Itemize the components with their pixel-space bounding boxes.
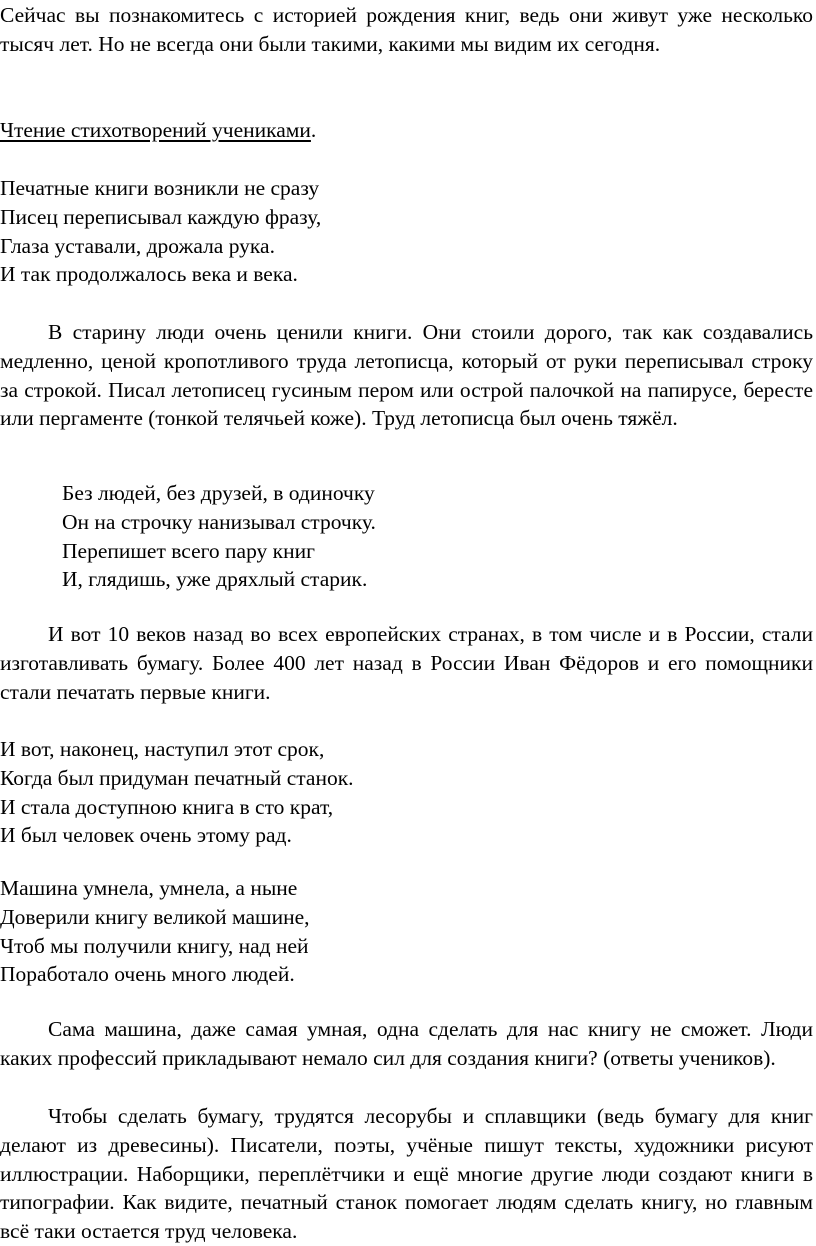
poem-line: Доверили книгу великой машине,	[0, 904, 310, 929]
poem-line: Писец переписывал каждую фразу,	[0, 204, 322, 229]
machine-question-paragraph: Сама машина, даже самая умная, одна сделать для нас книгу не сможет. Люди каких профессий прикладывают немало сил для создания книги? (ответы учеников).	[0, 1017, 813, 1070]
reading-heading-period: .	[310, 118, 317, 142]
poem-line: Перепишет всего пару книг	[62, 538, 315, 563]
poem-line: И был человек очень этому рад.	[0, 823, 292, 848]
poem-press	[0, 735, 354, 850]
poem-machine	[0, 874, 310, 989]
poem-line: И, глядишь, уже дряхлый старик.	[62, 567, 368, 592]
poem-line: Когда был придуман печатный станок.	[0, 765, 354, 790]
poem-line: Поработало очень много людей.	[0, 962, 295, 987]
reading-heading-text: Чтение стихотворений учениками	[0, 118, 311, 142]
poem-line: И стала доступною книга в сто крат,	[0, 794, 334, 819]
poem-line: И так продолжалось века и века.	[0, 262, 298, 287]
poem-line: Он на строчку нанизывал строчку.	[62, 509, 376, 534]
reading-heading	[0, 116, 813, 145]
poem-line: Печатные книги возникли не сразу	[0, 176, 320, 200]
poem-line: Чтоб мы получили книгу, над ней	[0, 933, 309, 958]
poem-line: Без людей, без друзей, в одиночку	[62, 481, 375, 505]
poem-line: И вот, наконец, наступил этот срок,	[0, 737, 325, 761]
poem-alone	[62, 479, 376, 594]
intro-paragraph: Сейчас вы познакомитесь с историей рождения книг, ведь они живут уже несколько тысяч лет. Но не всегда они были такими, какими мы видим их сегодня.	[0, 3, 813, 56]
poem-scribe	[0, 174, 321, 289]
poem-line: Машина умнела, умнела, а ныне	[0, 876, 298, 900]
poem-line: Глаза уставали, дрожала рука.	[0, 233, 275, 258]
professions-paragraph: Чтобы сделать бумагу, трудятся лесорубы и сплавщики (ведь бумагу для книг делают из древесины). Писатели, поэты, учёные пишут тексты, художники рисуют иллюстрации. Наборщики, переплётчики и ещё многие другие люди создают книги в типографии. Как видите, печатный станок помогает людям сделать книгу, но главным всё таки остается труд человека.	[0, 1104, 813, 1244]
old-times-paragraph: В старину люди очень ценили книги. Они стоили дорого, так как создавались медленно, ценой кропотливого труда летописца, который от руки переписывал строку за строкой. Писал летописец гусиным пером или острой палочкой на папирусе, бересте или пергаменте (тонкой телячьей коже). Труд летописца был очень тяжёл.	[0, 320, 813, 431]
paper-paragraph: И вот 10 веков назад во всех европейских странах, в том числе и в России, стали изготавливать бумагу. Более 400 лет назад в России Иван Фёдоров и его помощники стали печатать первые книги.	[0, 622, 813, 704]
